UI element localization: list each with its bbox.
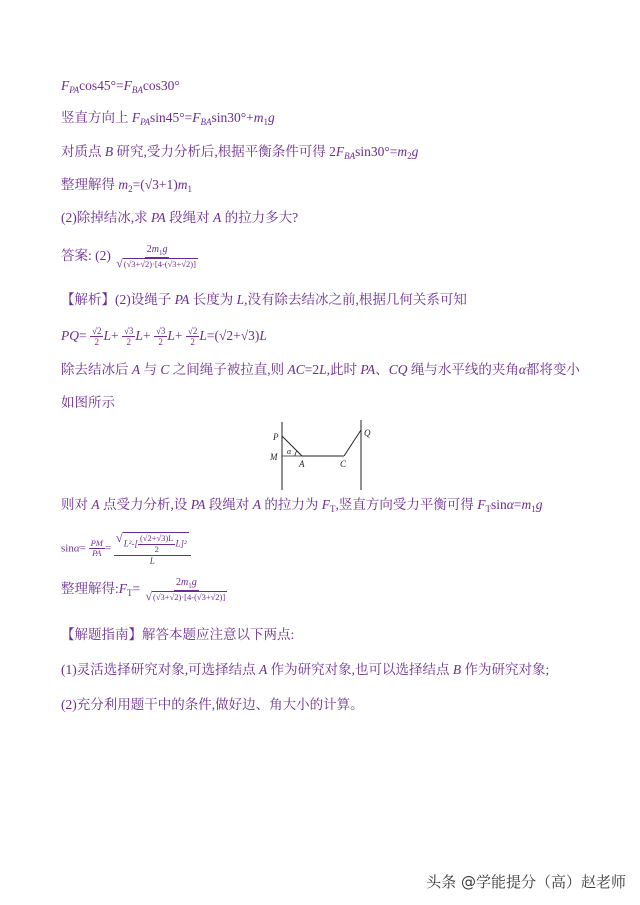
- text-run: 的拉力多大?: [221, 210, 299, 225]
- math-var: A: [259, 662, 268, 677]
- fraction-numerator: √2: [92, 326, 102, 336]
- operator: +: [142, 327, 151, 343]
- math-var: PQ: [61, 327, 79, 343]
- fraction-denominator: [144, 591, 230, 603]
- fraction-sqrt: [114, 532, 191, 566]
- math-var: m: [253, 110, 264, 125]
- math-var: g: [191, 577, 197, 588]
- watermark: 头条 @学能提分（高）赵老师: [426, 873, 626, 891]
- text-run: 2: [175, 577, 181, 588]
- math-var: L: [319, 362, 327, 377]
- math-var: L: [167, 327, 175, 343]
- math-var: PA: [360, 362, 376, 377]
- subscript: 1: [531, 504, 536, 514]
- math-var: F: [61, 78, 70, 93]
- text-run: 作为研究对象;: [461, 662, 550, 677]
- text-run: =: [79, 542, 86, 555]
- analysis-line-ice-removed: [61, 362, 580, 378]
- math-var: L: [103, 327, 111, 343]
- math-var: L: [236, 292, 245, 307]
- radical: [146, 591, 228, 603]
- math-var: B: [104, 144, 114, 159]
- math-var: A: [131, 362, 141, 377]
- math-var: PA: [190, 497, 206, 512]
- subscript: 1: [263, 117, 269, 127]
- text-run: ,没有除去结冰之前,根据几何关系可知: [244, 292, 467, 307]
- guide-point-1: [61, 662, 549, 678]
- solution-guide-heading: 【解题指南】解答本题应注意以下两点:: [61, 627, 295, 642]
- term-fraction: [122, 326, 135, 348]
- text-run: 绳与水平线的夹角: [407, 362, 519, 377]
- label-alpha: α: [287, 447, 292, 456]
- math-var: PA: [174, 292, 190, 307]
- text-run: ,竖直方向受力平衡可得: [335, 497, 478, 512]
- math-var: m: [397, 144, 408, 159]
- text-run: 作为研究对象,也可以选择结点: [267, 662, 453, 677]
- result-m2: [61, 177, 192, 197]
- text-run: 整理解得:: [61, 581, 119, 597]
- label-m: M: [270, 452, 278, 462]
- text-run: 答案: (2): [61, 248, 111, 264]
- fraction-numerator: (√2+√3)L: [139, 533, 174, 543]
- equation-pq-length: [61, 326, 267, 348]
- math-var: F: [192, 110, 201, 125]
- label-c: C: [340, 459, 347, 469]
- fraction-denominator: [114, 258, 200, 270]
- term-fraction: [90, 326, 103, 348]
- text-run: L]²: [175, 538, 187, 549]
- answer-line: [61, 244, 200, 270]
- radicand: [123, 532, 189, 555]
- fraction-numerator: [114, 532, 191, 556]
- subscript: 2: [407, 151, 412, 161]
- math-var: m: [151, 244, 159, 255]
- fraction-denominator: 2: [190, 337, 195, 348]
- math-var: A: [213, 210, 222, 225]
- fraction-denominator: L: [149, 555, 155, 566]
- text-run: 都将变小: [525, 362, 580, 377]
- math-var: C: [160, 362, 170, 377]
- math-var: F: [335, 144, 345, 159]
- result-ft: [61, 577, 229, 603]
- text-run: =: [513, 497, 522, 512]
- math-var: g: [162, 244, 168, 255]
- fraction-numerator: √3: [155, 326, 166, 336]
- math-var: m: [118, 177, 129, 192]
- text-run: sin: [61, 542, 74, 555]
- inner-fraction: [138, 534, 175, 555]
- force-analysis-line: [61, 497, 543, 517]
- math-var: g: [535, 497, 543, 512]
- math-var: F: [321, 497, 331, 512]
- text-run: =: [132, 581, 141, 597]
- subscript: T: [127, 588, 133, 599]
- text-run: 、: [375, 362, 389, 377]
- result-fraction: [144, 577, 230, 603]
- text-run: (2)除掉结冰,求: [61, 210, 151, 225]
- label-a: A: [299, 459, 305, 469]
- radical: [116, 532, 189, 555]
- math-var: F: [118, 581, 128, 597]
- text-run: 竖直方向上: [61, 110, 132, 125]
- fraction-denominator: 2: [154, 543, 159, 554]
- rope-diagram: [262, 418, 392, 494]
- term-fraction: [186, 326, 199, 348]
- subscript: 1: [158, 249, 163, 257]
- text-run: sin45°=: [149, 110, 193, 125]
- math-var: B: [452, 662, 462, 677]
- fraction-numerator: [145, 244, 170, 258]
- text-run: =: [104, 542, 112, 555]
- math-var: F: [131, 110, 141, 125]
- math-var: L: [135, 327, 143, 343]
- radical: [116, 258, 198, 270]
- fraction-numerator: √3: [123, 326, 134, 336]
- angle-arc: [295, 451, 297, 456]
- math-var: F: [477, 497, 486, 512]
- math-var: m: [521, 497, 532, 512]
- text-run: 之间绳子被拉直,则: [169, 362, 288, 377]
- math-var: α: [506, 497, 514, 512]
- math-var: g: [411, 144, 419, 159]
- text-run: =(√2+√3): [206, 327, 260, 343]
- text-run: =2: [304, 362, 320, 377]
- math-var: F: [123, 78, 132, 93]
- math-var: A: [252, 497, 262, 512]
- math-var: A: [91, 497, 100, 512]
- rope-pa: [282, 436, 302, 456]
- text-run: =: [79, 327, 87, 343]
- subscript: PA: [140, 117, 150, 127]
- text-run: 【解析】(2)设绳子: [61, 292, 175, 307]
- text-run: 对质点: [61, 144, 105, 159]
- math-var: g: [268, 110, 275, 125]
- text-run: 除去结冰后: [61, 362, 132, 377]
- subscript: T: [485, 504, 492, 514]
- text-run: 的拉力为: [261, 497, 322, 512]
- fraction-denominator: 2: [94, 337, 99, 348]
- subscript: PA: [69, 85, 80, 95]
- rope-cq: [344, 430, 361, 456]
- label-p: P: [273, 432, 279, 442]
- text-run: sin30°+: [211, 110, 254, 125]
- math-var: AC: [287, 362, 305, 377]
- operator: +: [174, 327, 183, 343]
- equation-point-b: [61, 144, 418, 164]
- fraction-denominator: 2: [126, 337, 131, 348]
- answer-fraction: [114, 244, 200, 270]
- fraction-numerator: PM: [90, 537, 103, 548]
- subscript: 1: [188, 582, 192, 590]
- text-run: L²-[: [123, 538, 138, 549]
- text-run: 2: [146, 244, 152, 255]
- fraction-denominator: PA: [92, 548, 102, 559]
- subscript: BA: [131, 85, 143, 95]
- math-var: α: [518, 362, 526, 377]
- math-var: m: [180, 577, 189, 588]
- text-run: cos30°: [142, 78, 180, 93]
- text-run: 与: [140, 362, 161, 377]
- operator: +: [110, 327, 119, 343]
- fraction-numerator: √2: [187, 326, 198, 336]
- text-run: 长度为: [189, 292, 237, 307]
- text-run: sin30°=: [355, 144, 398, 159]
- term-fraction: [154, 326, 167, 348]
- subscript: 2: [128, 184, 133, 194]
- subscript: BA: [344, 151, 356, 161]
- text-run: ,此时: [326, 362, 361, 377]
- fraction-pm-pa: [89, 539, 105, 560]
- math-var: L: [199, 327, 207, 343]
- radicand: √ (√3+√2)·[4-(√3+√2)]: [153, 592, 226, 603]
- equation-sin-alpha: [61, 532, 191, 566]
- text-run: 段绳对: [205, 497, 253, 512]
- subscript: T: [330, 504, 336, 514]
- analysis-heading-line: [61, 292, 467, 308]
- see-figure-text: 如图所示: [61, 395, 115, 410]
- question-part-2: [61, 210, 298, 226]
- text-run: 研究,受力分析后,根据平衡条件可得 2: [113, 144, 336, 159]
- text-run: (1)灵活选择研究对象,可选择结点: [61, 662, 259, 677]
- subscript: 1: [187, 184, 193, 194]
- fraction-denominator: 2: [158, 337, 163, 348]
- fraction-numerator: [174, 577, 199, 591]
- math-var: CQ: [388, 362, 408, 377]
- equation-horizontal-balance: [61, 78, 180, 98]
- text-run: 则对: [61, 497, 92, 512]
- equation-vertical-balance: [61, 110, 275, 130]
- math-var: α: [73, 542, 80, 555]
- math-var: L: [259, 327, 267, 343]
- text-run: =(√3+1): [132, 177, 178, 192]
- guide-point-2: (2)充分利用题干中的条件,做好边、角大小的计算。: [61, 697, 364, 712]
- label-q: Q: [364, 428, 371, 438]
- math-var: m: [177, 177, 188, 192]
- radicand: √ (√3+√2)·[4-(√3+√2)]: [123, 259, 196, 270]
- subscript: BA: [200, 117, 212, 127]
- math-var: PA: [151, 210, 166, 225]
- text-run: sin: [491, 497, 507, 512]
- text-run: 整理解得: [61, 177, 119, 192]
- text-run: 点受力分析,设: [99, 497, 191, 512]
- text-run: cos45°=: [79, 78, 124, 93]
- text-run: 段绳对: [165, 210, 214, 225]
